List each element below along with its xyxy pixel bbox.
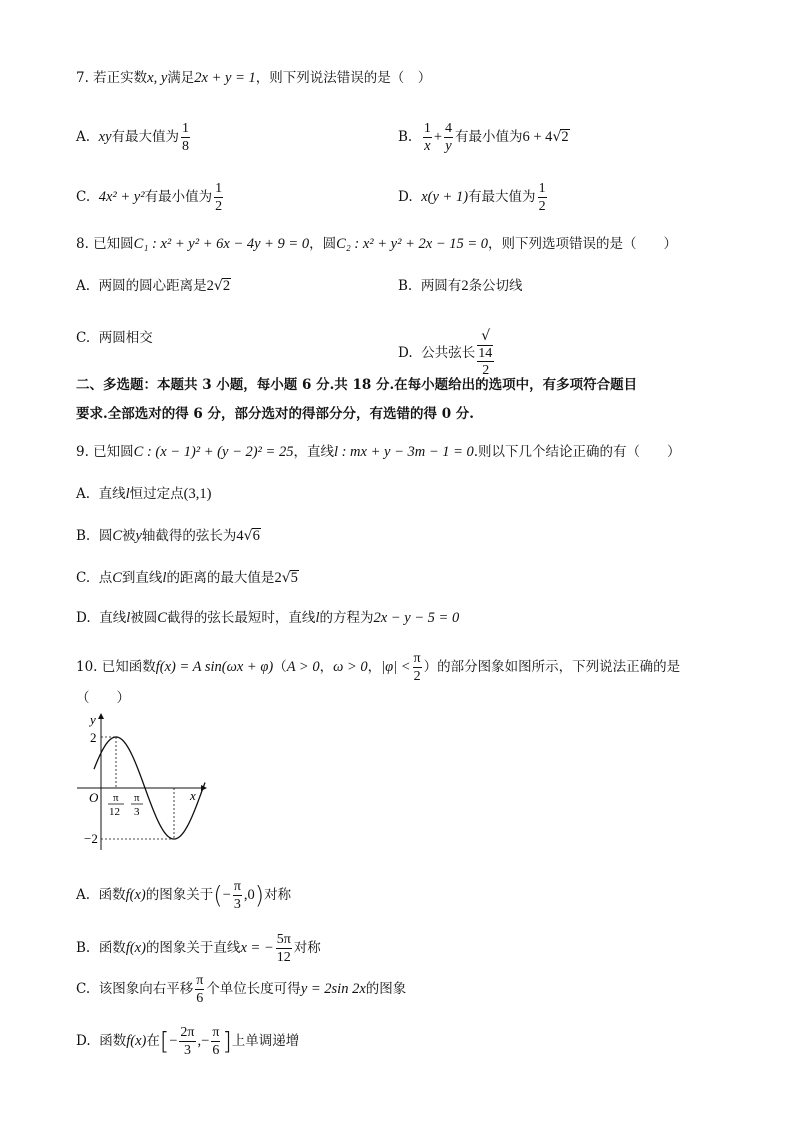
q10-b-text-c: 对称	[293, 940, 321, 956]
q9-c-text-b: 到直线	[121, 570, 163, 586]
q7-a-var: xy	[98, 129, 112, 145]
option-letter: B.	[398, 278, 413, 294]
q9-stem-text: 9. 已知圆	[76, 444, 134, 460]
y-tick-max: 2	[90, 730, 97, 745]
q9-line: l : mx + y − 3m − 1 = 0	[333, 444, 474, 460]
numerator: 4	[445, 121, 452, 136]
q9-c-text: 点	[98, 570, 113, 586]
q10-d-text-c: 上单调递增	[231, 1033, 300, 1049]
q10-d-fx: f(x)	[126, 1033, 147, 1049]
q8-a-text: 两圆的圆心距离是	[98, 278, 207, 294]
option-letter: A.	[76, 887, 91, 903]
numerator: π	[413, 651, 421, 666]
q8-b-number: 2	[461, 278, 469, 294]
q9-d-equation: 2x − y − 5 = 0	[373, 610, 460, 626]
option-letter: C.	[76, 189, 91, 205]
q9-stem	[76, 442, 681, 462]
q9-d-text-c: 截得的弦长最短时，直线	[166, 610, 316, 626]
q8-b-text: 两圆有	[420, 278, 462, 294]
q8-circle1: C₁ : x² + y² + 6x − 4y + 9 = 0	[133, 236, 310, 252]
q10-cond-phi: |φ| <	[381, 659, 411, 675]
q10-d-text: 函数	[99, 1033, 127, 1049]
numerator	[477, 328, 494, 362]
numerator: π	[212, 1025, 220, 1040]
q9-b-text: 圆	[98, 528, 113, 544]
q7-d-expr: x(y + 1)	[421, 189, 469, 205]
x-tick1-den: 12	[109, 806, 120, 818]
q8-d-fraction	[477, 328, 494, 379]
q7-b-frac2	[444, 120, 453, 155]
option-letter: C.	[76, 330, 91, 346]
sqrt-icon: √	[552, 129, 562, 145]
option-letter: C.	[76, 570, 91, 586]
q8-stem-text-c: ，则下列选项错误的是（ ）	[488, 236, 678, 252]
q9-c-text-c: 的距离的最大值是	[166, 570, 275, 586]
q8-stem	[76, 234, 677, 254]
q9-b-var2: y	[135, 528, 142, 544]
denominator: 2	[413, 669, 421, 684]
paren-close-icon: )	[254, 881, 265, 910]
q7-b-frac1	[423, 120, 432, 155]
denominator: 2	[482, 363, 490, 378]
q10-stem-text-c: ）的部分图象如图所示，下列说法正确的是	[423, 659, 681, 675]
q7-d-fraction	[538, 180, 547, 215]
option-letter: D.	[398, 345, 413, 361]
q9-a-text-b: 恒过定点	[129, 486, 184, 502]
option-letter: A.	[76, 486, 91, 502]
denominator: 6	[196, 991, 204, 1006]
option-letter: A.	[76, 129, 91, 145]
q9-d-var3: l	[315, 610, 320, 626]
numerator: 1	[423, 121, 431, 136]
sqrt-icon: √	[481, 328, 491, 344]
q8-option-d	[398, 328, 496, 379]
sqrt-icon: √	[213, 278, 223, 294]
q10-d-fraction2	[211, 1024, 220, 1059]
q10-stem: 10. 已知函数f(x) = A sin(ωx + φ)（A > 0，ω > 0，|φ| < $\frac{\pi}{2}$ ）的部分图象如图所示，下列说法正确的是	[76, 651, 681, 684]
q8-option-b	[398, 276, 523, 296]
q10-a-text: 函数	[98, 887, 126, 903]
q10-cond-a: A > 0	[286, 659, 320, 675]
option-letter: C.	[76, 981, 91, 997]
denominator: 8	[182, 139, 190, 154]
q9-c-var2: l	[162, 570, 167, 586]
x-tick2-num: π	[134, 792, 140, 804]
q10-c-text: 该图象向右平移	[98, 981, 194, 997]
denominator: 3	[233, 897, 241, 912]
q7-c-text: 有最小值为	[144, 189, 213, 205]
q9-option-b	[76, 526, 261, 546]
q7-stem-text: 7. 若正实数	[76, 70, 148, 86]
sqrt-icon: √	[243, 528, 253, 544]
q10-b-fx: f(x)	[125, 940, 146, 956]
q9-d-var2: C	[157, 610, 167, 626]
q7-option-c	[76, 180, 225, 215]
q10-b-text-b: 的图象关于直线	[145, 940, 241, 956]
q8-circle2: C₂ : x² + y² + 2x − 15 = 0	[336, 236, 489, 252]
option-letter: B.	[76, 940, 91, 956]
q7-c-fraction	[214, 180, 223, 215]
q10-d-text-b: 在	[146, 1033, 160, 1049]
q10-a-tail: ,0	[243, 887, 255, 903]
q8-option-c	[76, 328, 153, 348]
numerator: π	[233, 879, 241, 894]
q9-b-text-b: 被	[121, 528, 136, 544]
denominator: 6	[212, 1043, 220, 1058]
q10-c-text-b: 个单位长度可得	[206, 981, 301, 997]
q10-cond-omega: ω > 0	[333, 659, 368, 675]
q7-a-text: 有最大值为	[111, 129, 180, 145]
denominator: y	[445, 138, 452, 154]
q9-a-point: (3,1)	[183, 486, 212, 502]
q10-stem-text: 10. 已知函数	[76, 659, 156, 675]
q7-vars: x, y	[147, 70, 168, 86]
q9-option-d	[76, 608, 459, 628]
q9-stem-text-b: ，直线	[293, 444, 334, 460]
q7-option-d	[398, 180, 549, 215]
q10-option-c	[76, 972, 406, 1007]
q9-b-var: C	[112, 528, 122, 544]
q7-equation: 2x + y = 1	[194, 70, 256, 86]
minus-sign: −	[169, 1033, 178, 1049]
option-letter: B.	[76, 528, 91, 544]
radicand: 14	[478, 346, 493, 361]
q10-pi-half	[413, 650, 422, 685]
q8-c-text: 两圆相交	[98, 330, 153, 346]
plus-sign: +	[433, 129, 442, 145]
q10-a-fraction	[233, 878, 242, 913]
q10-option-a	[76, 878, 291, 913]
q7-a-fraction	[181, 120, 190, 155]
section-header-line1: 二、多选题：本题共 3 小题，每小题 6 分.共 18 分.在每小题给出的选项中，有多项符合题目	[76, 377, 638, 393]
bracket-close-icon: ]	[222, 1027, 232, 1056]
q10-b-fraction	[276, 931, 292, 966]
option-letter: D.	[76, 610, 91, 626]
q9-b-text-c: 轴截得的弦长为	[141, 528, 237, 544]
minus-sign: −	[201, 1033, 210, 1049]
q9-stem-text-c: .则以下几个结论正确的有（ ）	[473, 444, 681, 460]
q7-option-b	[398, 120, 570, 155]
option-letter: B.	[398, 129, 413, 145]
q7-option-a	[76, 120, 192, 155]
q9-d-var: l	[126, 610, 131, 626]
q10-b-text: 函数	[98, 940, 126, 956]
q10-a-text-b: 的图象关于	[145, 887, 214, 903]
q9-option-a	[76, 484, 211, 504]
y-tick-min: −2	[84, 831, 98, 846]
numerator: 1	[215, 181, 223, 196]
q9-d-text-d: 的方程为	[319, 610, 374, 626]
y-axis-label: y	[90, 712, 96, 727]
q10-d-fraction1	[179, 1024, 195, 1059]
numerator: 5π	[276, 932, 291, 947]
q7-b-text: 有最小值为	[455, 129, 523, 145]
origin-label: O	[89, 790, 99, 805]
q8-d-text: 公共弦长	[421, 345, 476, 361]
q10-c-equation: y = 2sin 2x	[300, 981, 366, 997]
q8-stem-text: 8. 已知圆	[76, 236, 134, 252]
denominator: 12	[276, 950, 291, 965]
option-letter: D.	[76, 1033, 91, 1049]
q9-option-c	[76, 568, 299, 588]
minus-sign: −	[222, 887, 231, 903]
q7-d-text: 有最大值为	[468, 189, 536, 205]
section-header-line2: 要求.全部选对的得 6 分，部分选对的得部分分，有选错的得 0 分.	[76, 406, 474, 422]
q7-stem-text-c: ，则下列说法错误的是（ ）	[255, 70, 432, 86]
denominator: x	[424, 138, 431, 154]
q10-function: f(x) = A sin(ωx + φ)	[155, 659, 274, 675]
numerator: 1	[182, 121, 190, 136]
q9-c-var: C	[112, 570, 122, 586]
x-tick1-num: π	[113, 792, 119, 804]
denominator: 2	[538, 199, 546, 214]
q7-c-expr: 4x² + y²	[98, 189, 145, 205]
radicand: 5	[290, 570, 298, 586]
numerator: 1	[538, 181, 546, 196]
q9-circle: C : (x − 1)² + (y − 2)² = 25	[133, 444, 294, 460]
q10-a-text-c: 对称	[264, 887, 292, 903]
q10-c-text-c: 的图象	[365, 981, 407, 997]
q7-stem-text-b: 满足	[167, 70, 195, 86]
q10-c-fraction	[195, 972, 204, 1007]
q7-b-value: 6 + 4	[522, 129, 553, 145]
q8-option-a	[76, 276, 231, 296]
x-axis-label: x	[190, 788, 196, 803]
option-letter: A.	[76, 278, 91, 294]
option-letter: D.	[398, 189, 413, 205]
comma: ,	[197, 1033, 202, 1049]
q8-a-value: 2	[206, 278, 214, 294]
q10-stem-paren: （ ）	[76, 690, 130, 706]
sine-graph	[72, 708, 212, 858]
numerator: π	[196, 973, 204, 988]
q9-d-text: 直线	[99, 610, 127, 626]
q10-b-equation: x = −	[240, 940, 274, 956]
q10-paren-open: （	[273, 659, 287, 675]
q8-stem-text-b: ，圆	[309, 236, 337, 252]
q10-a-fx: f(x)	[125, 887, 146, 903]
radicand: 2	[561, 129, 569, 145]
q9-d-text-b: 被圆	[130, 610, 158, 626]
q9-a-var: l	[125, 486, 130, 502]
numerator: 2π	[180, 1025, 195, 1040]
q10-option-d	[76, 1024, 299, 1059]
q9-c-value: 2	[274, 570, 282, 586]
denominator: 3	[183, 1043, 191, 1058]
paren-open-icon: (	[213, 881, 223, 910]
q9-a-text: 直线	[98, 486, 126, 502]
denominator: 2	[215, 199, 223, 214]
radicand: 6	[252, 528, 260, 544]
radicand: 2	[222, 278, 231, 294]
q9-b-value: 4	[236, 528, 244, 544]
q8-b-text-b: 条公切线	[468, 278, 523, 294]
sqrt-icon: √	[281, 570, 291, 586]
x-tick2-den: 3	[134, 806, 140, 818]
bracket-open-icon: [	[159, 1027, 170, 1056]
q10-option-b	[76, 931, 321, 966]
q7-stem	[76, 68, 431, 88]
